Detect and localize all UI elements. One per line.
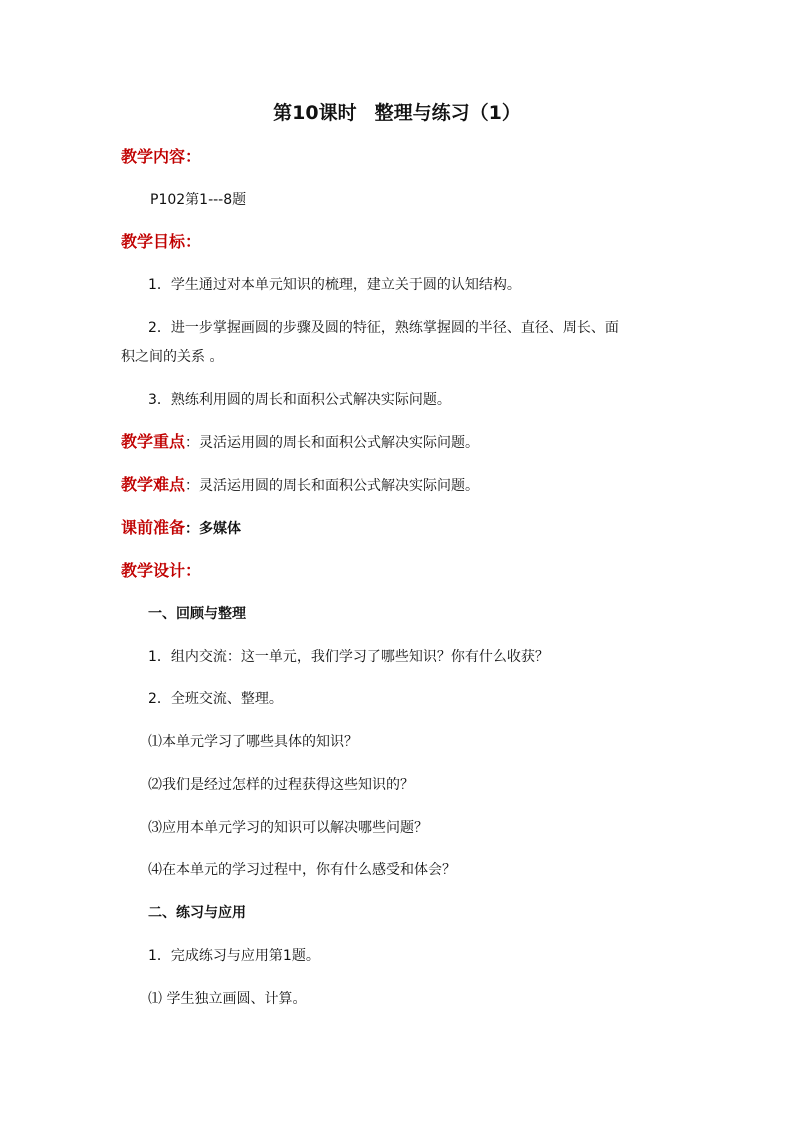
key-point-line [121,431,479,454]
section-1-item-3: ⑴本单元学习了哪些具体的知识？ [148,734,358,750]
difficulty-text: ：灵活运用圆的周长和面积公式解决实际问题。 [185,478,480,494]
section-1-item-4: ⑵我们是经过怎样的过程获得这些知识的？ [148,777,414,793]
goal-item-2-line-1: 2．进一步掌握画圆的步骤及圆的特征，熟练掌握圆的半径、直径、周长、面 [148,320,619,336]
preparation-line [121,517,241,540]
section-2-item-1: 1．完成练习与应用第1题。 [148,948,320,964]
section-2-item-2: ⑴ 学生独立画圆、计算。 [148,991,307,1007]
section-2-title: 二、练习与应用 [148,905,246,921]
section-1-title: 一、回顾与整理 [148,606,246,622]
difficulty-line [121,474,479,497]
section-1-item-2: 2．全班交流、整理。 [148,691,283,707]
goal-item-2-line-2: 积之间的关系 。 [121,349,224,365]
section-1-item-5: ⑶应用本单元学习的知识可以解决哪些问题？ [148,820,428,836]
content-text: P102第1---8题 [150,192,247,208]
title-lesson-number: 第10课时 [273,102,357,124]
section-1-item-1: 1．组内交流：这一单元，我们学习了哪些知识？你有什么收获？ [148,649,549,665]
difficulty-label: 教学难点 [121,475,186,494]
title-lesson-name: 整理与练习（1） [374,102,521,124]
content-heading: 教学内容： [121,147,202,166]
goal-item-3: 3．熟练利用圆的周长和面积公式解决实际问题。 [148,392,451,408]
key-point-label: 教学重点 [121,432,186,451]
design-heading: 教学设计： [121,561,202,580]
section-1-item-6: ⑷在本单元的学习过程中，你有什么感受和体会？ [148,862,456,878]
page-title [0,98,794,125]
key-point-text: ：灵活运用圆的周长和面积公式解决实际问题。 [185,435,480,451]
preparation-text: ：多媒体 [185,521,242,537]
goals-heading: 教学目标： [121,232,202,251]
preparation-label: 课前准备 [121,518,186,537]
goal-item-1: 1．学生通过对本单元知识的梳理，建立关于圆的认知结构。 [148,277,521,293]
